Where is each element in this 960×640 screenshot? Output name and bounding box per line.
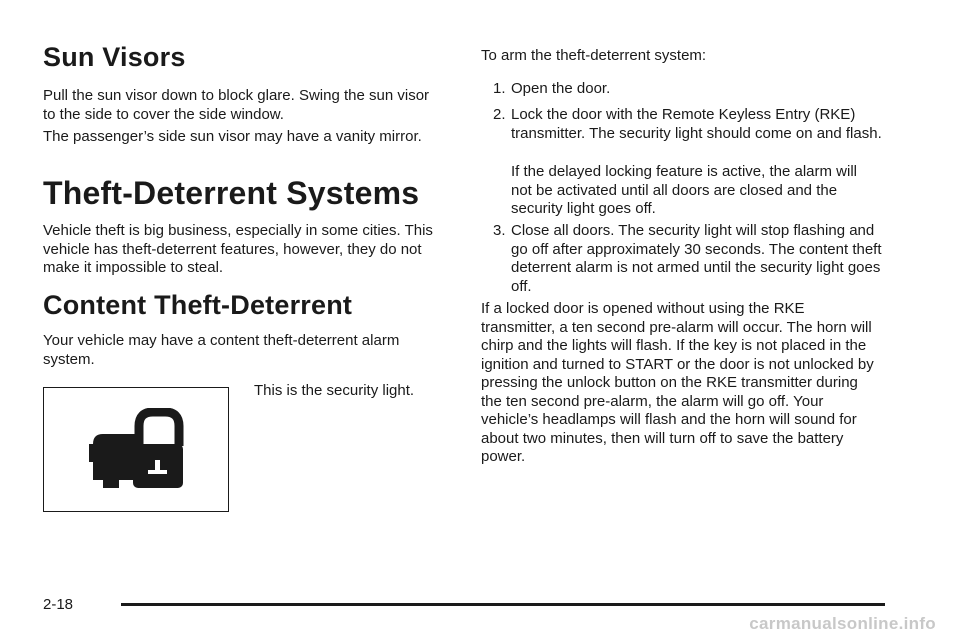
sun-visors-paragraph-2: The passenger’s side sun visor may have a vanity mirror. xyxy=(43,128,422,145)
security-light-lock-icon xyxy=(89,408,185,492)
sun-visors-paragraph-1: Pull the sun visor down to block glare. Swing the sun visor to the side to cover the side window. xyxy=(43,87,430,123)
content-theft-paragraph: Your vehicle may have a content theft-deterrent alarm system. xyxy=(43,332,400,368)
step-1-text: Open the door. xyxy=(511,80,611,97)
footer-rule xyxy=(121,603,885,606)
arm-intro: To arm the theft-deterrent system: xyxy=(481,47,707,64)
theft-deterrent-heading: Theft-Deterrent Systems xyxy=(43,175,420,211)
security-light-figure xyxy=(43,387,229,512)
step-1-number: 1. xyxy=(493,80,506,97)
step-2-text: Lock the door with the Remote Keyless Entry (RKE) transmitter. The security light should come on and flash. xyxy=(511,106,882,142)
security-light-caption: This is the security light. xyxy=(254,382,415,399)
content-theft-heading: Content Theft-Deterrent xyxy=(43,290,353,320)
locked-door-paragraph: If a locked door is opened without using the RKE transmitter, a ten second pre-alarm will occur. The horn will chirp and the lights will flash. If the key is not placed in the ignition and turned to START or the door is not unlocked by pressing the unlock button on the RKE transmitter during the ten second pre-alarm, the alarm will go off. Your vehicle’s headlamps will flash and the horn will sound for about two minutes, then will turn off to save the battery power. xyxy=(481,300,874,465)
step-2-note: If the delayed locking feature is active, the alarm will not be activated until all doors are closed and the security light goes off. xyxy=(511,163,858,217)
step-3-text: Close all doors. The security light will stop flashing and go off after approximately 30 seconds. The content theft deterrent alarm is not armed until the security light goes off. xyxy=(511,222,882,295)
page-number: 2-18 xyxy=(43,596,74,613)
theft-deterrent-paragraph: Vehicle theft is big business, especially in some cities. This vehicle has theft-deterrent features, however, they do not make it impossible to steal. xyxy=(43,222,433,276)
step-2-number: 2. xyxy=(493,106,506,123)
step-3-number: 3. xyxy=(493,222,506,239)
sun-visors-heading: Sun Visors xyxy=(43,42,186,72)
watermark: carmanualsonline.info xyxy=(749,614,936,633)
